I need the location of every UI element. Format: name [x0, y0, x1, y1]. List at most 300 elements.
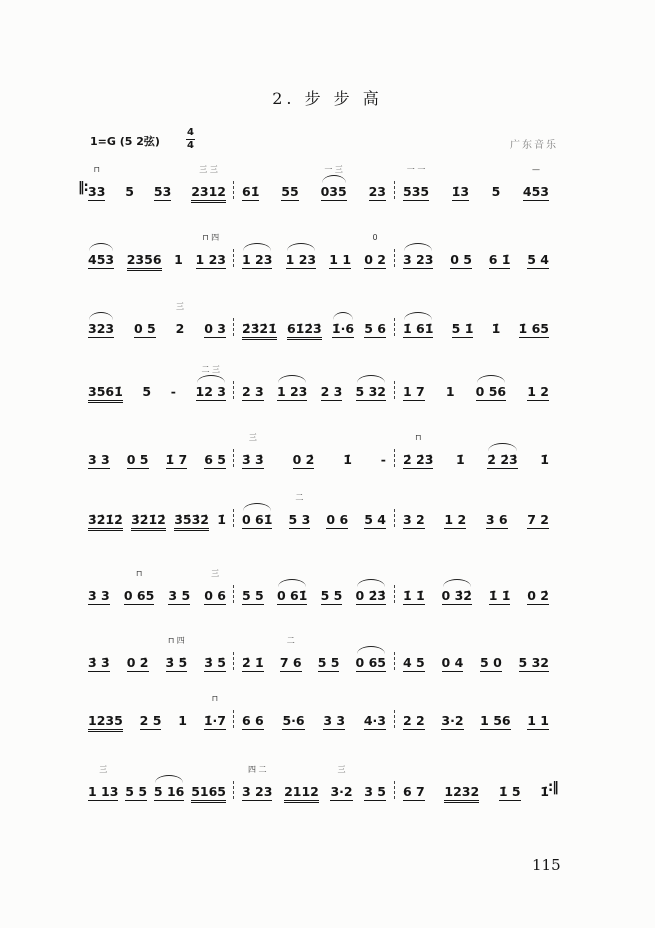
- note-text: 3 5: [364, 784, 386, 799]
- measure: [88, 636, 226, 674]
- measure: [242, 233, 386, 271]
- note-group: [321, 381, 343, 401]
- bowing-mark: 二: [295, 493, 304, 502]
- note-group: [242, 765, 273, 801]
- bowing-mark: 三: [99, 765, 108, 774]
- note-text: 3 23: [403, 252, 434, 267]
- barline: [394, 652, 395, 670]
- note-group: [286, 249, 316, 269]
- note-text: 2̇ 1̇: [242, 655, 264, 670]
- note-group: [519, 318, 549, 338]
- note-text: 1̇ 1̇: [488, 588, 511, 603]
- note-text: 1 56: [480, 713, 511, 728]
- bowing-mark: ⊓: [93, 165, 100, 174]
- measure: [403, 165, 549, 203]
- note-group: [165, 636, 188, 672]
- note-group: [452, 181, 469, 201]
- note-text: 5: [142, 384, 152, 399]
- note-group: [125, 781, 147, 801]
- measure: [88, 765, 226, 803]
- note-group: [364, 781, 386, 801]
- note-text: 1̇: [540, 784, 549, 799]
- bowing-mark: ⊓: [415, 433, 422, 442]
- note-text: 3 23: [242, 784, 273, 799]
- note-text: 6 1̇: [488, 252, 511, 267]
- note-group: [364, 233, 386, 269]
- time-signature-bottom: 4: [187, 140, 194, 151]
- time-signature-top: 4: [187, 127, 194, 138]
- note-text: 1 7: [403, 384, 425, 399]
- note-group: [332, 318, 354, 338]
- measure: [242, 765, 386, 803]
- note-group: [191, 165, 226, 203]
- note-group: [154, 781, 184, 801]
- note-group: [403, 433, 434, 469]
- note-text: 5 32: [518, 655, 549, 670]
- note-text: 6 6: [242, 713, 264, 728]
- note-text: 5 16: [153, 784, 185, 799]
- note-group: [166, 449, 188, 469]
- note-text: 1 23: [285, 252, 317, 267]
- note-text: 1̇ 1̇: [403, 588, 425, 603]
- notation-row: [0, 165, 655, 203]
- measure: [403, 652, 549, 674]
- note-text: 3 5: [168, 588, 191, 603]
- measure: [403, 585, 549, 607]
- note-group: [527, 509, 549, 529]
- note-group: [277, 585, 307, 605]
- note-text: 3̇ 5̇: [204, 655, 226, 670]
- note-text: 2 2: [403, 713, 425, 728]
- note-text: 2312: [191, 184, 226, 203]
- note-text: 5 3: [288, 512, 311, 527]
- note-group: [489, 585, 511, 605]
- barline: [233, 585, 234, 603]
- note-group: [444, 781, 479, 803]
- note-group: [403, 585, 425, 605]
- note-group: [174, 509, 209, 531]
- note-text: 3̇ 3̇: [242, 452, 264, 467]
- note-group: [203, 694, 226, 730]
- measure: [242, 636, 386, 674]
- note-group: [403, 249, 433, 269]
- note-group: [441, 710, 463, 730]
- note-text: 3 3: [88, 452, 110, 467]
- note-group: [88, 165, 106, 201]
- note-group: [171, 381, 176, 400]
- measure: [403, 710, 549, 732]
- notation-row: [0, 493, 655, 531]
- note-text: 1̇: [343, 452, 352, 467]
- measure: [403, 381, 549, 403]
- note-text: 035: [320, 184, 347, 199]
- note-text: 0 3: [204, 321, 226, 336]
- note-text: 23: [368, 184, 386, 199]
- note-text: 1̇·6: [331, 321, 355, 336]
- note-text: 3 3: [88, 588, 110, 603]
- note-text: 5 4: [364, 512, 386, 527]
- note-group: [134, 318, 156, 338]
- note-group: [284, 781, 319, 803]
- note-group: [195, 233, 226, 269]
- note-group: [242, 710, 264, 730]
- note-text: 5 32: [355, 384, 386, 399]
- barline: [394, 181, 395, 199]
- note-group: [343, 449, 352, 468]
- note-group: [320, 165, 347, 201]
- note-group: [356, 652, 386, 672]
- note-group: [281, 181, 298, 201]
- note-group: [204, 449, 226, 469]
- note-text: 3̇2̇1̇2̇: [131, 512, 166, 531]
- note-group: [191, 781, 226, 803]
- note-group: [127, 652, 149, 672]
- note-text: -: [380, 452, 386, 467]
- barline: [394, 509, 395, 527]
- note-text: 61̇2̇3̇: [287, 321, 322, 340]
- measure: [242, 381, 386, 403]
- bowing-mark: ⊓ 四: [167, 636, 185, 645]
- notation-row: [0, 694, 655, 732]
- note-text: 61̇: [242, 184, 260, 199]
- barline: [394, 710, 395, 728]
- notation-row: [0, 365, 655, 403]
- note-text: 1̇: [217, 512, 226, 527]
- note-group: [123, 569, 155, 605]
- note-text: 1 1: [329, 252, 352, 267]
- note-group: [492, 318, 501, 337]
- note-text: 323: [88, 321, 115, 336]
- note-text: 3 2: [403, 512, 425, 527]
- note-group: [140, 710, 162, 730]
- note-group: [480, 710, 510, 730]
- note-text: 1 2: [444, 512, 467, 527]
- note-group: [486, 509, 508, 529]
- note-text: 3·2: [330, 784, 353, 799]
- measure: [88, 509, 226, 531]
- note-group: [127, 449, 149, 469]
- note-group: [330, 765, 353, 801]
- note-text: 2̇ 2̇3̇: [403, 452, 434, 467]
- note-text: 1235: [88, 713, 123, 732]
- measure: [88, 449, 226, 471]
- bowing-mark: 一 三: [324, 165, 343, 174]
- note-text: 1̇: [456, 452, 465, 467]
- note-text: 3̇ 3̇: [88, 655, 110, 670]
- note-text: 535: [403, 184, 430, 199]
- note-group: [204, 318, 226, 338]
- note-group: [88, 710, 123, 732]
- note-group: [364, 318, 386, 338]
- note-group: [369, 181, 386, 201]
- note-text: 5: [491, 184, 501, 199]
- note-group: [403, 652, 425, 672]
- note-text: 3̇2̇1̇2̇: [88, 512, 123, 531]
- note-text: 2 3: [242, 384, 264, 399]
- note-group: [293, 449, 315, 469]
- note-group: [287, 318, 322, 340]
- measure: [403, 781, 549, 803]
- note-text: 3·2: [441, 713, 464, 728]
- note-text: 7 2: [527, 512, 549, 527]
- note-group: [277, 381, 307, 401]
- note-text: 1: [445, 384, 455, 399]
- note-group: [204, 652, 226, 672]
- notation-row: [0, 636, 655, 674]
- note-text: 0 2: [364, 252, 386, 267]
- note-group: [175, 302, 185, 337]
- note-text: 2̇3̇2̇1̇: [242, 321, 277, 340]
- note-text: 453: [522, 184, 549, 199]
- note-group: [329, 249, 351, 269]
- note-group: [403, 165, 430, 201]
- note-group: [527, 585, 549, 605]
- bowing-mark: —: [531, 165, 540, 174]
- note-group: [88, 652, 110, 672]
- note-text: 0 2̇3̇: [355, 588, 386, 603]
- note-group: [88, 449, 110, 469]
- barline: [394, 249, 395, 267]
- measure: [242, 433, 386, 471]
- note-group: [356, 585, 386, 605]
- measure: [88, 365, 226, 403]
- note-text: 3 6: [485, 512, 508, 527]
- note-text: 5 6: [364, 321, 386, 336]
- bowing-mark: 三: [211, 569, 220, 578]
- note-group: [88, 765, 119, 801]
- repeat-start-sign: ‖:: [78, 180, 88, 195]
- barline: [233, 181, 234, 199]
- note-group: [452, 318, 474, 338]
- measure: [242, 710, 386, 732]
- note-text: 1̇3: [451, 184, 470, 199]
- barline: [394, 381, 395, 399]
- note-text: 1̇·7: [203, 713, 226, 728]
- barline: [233, 509, 234, 527]
- measure: [403, 249, 549, 271]
- bowing-mark: 0: [372, 233, 378, 242]
- measure: [88, 165, 226, 203]
- barline: [394, 318, 395, 336]
- note-group: [282, 710, 304, 730]
- genre-label: 广东音乐: [510, 140, 558, 151]
- notation-row: [0, 233, 655, 271]
- barline: [233, 781, 234, 799]
- note-group: [242, 585, 264, 605]
- note-text: 4·3: [363, 713, 386, 728]
- key-signature: 1=G (5 2弦): [90, 135, 160, 148]
- note-group: [476, 381, 506, 401]
- note-text: 1 23: [242, 252, 273, 267]
- note-group: [456, 449, 465, 468]
- bowing-mark: 二: [286, 636, 295, 645]
- note-text: 2̇ 2̇3̇: [487, 452, 518, 467]
- note-text: 0 2̇: [126, 655, 149, 670]
- measure: [88, 302, 226, 340]
- note-group: [88, 585, 110, 605]
- note-text: 4 5: [403, 655, 425, 670]
- note-text: 7 6: [279, 655, 302, 670]
- note-group: [381, 449, 386, 468]
- page-number: 115: [532, 856, 561, 874]
- notation-row: [0, 302, 655, 340]
- note-group: [450, 249, 472, 269]
- measure: [242, 585, 386, 607]
- measure: [242, 493, 386, 531]
- note-text: 2 5: [139, 713, 162, 728]
- note-group: [442, 652, 464, 672]
- bowing-mark: 三 三: [199, 165, 218, 174]
- barline: [233, 318, 234, 336]
- note-group: [492, 181, 501, 200]
- notation-row: [0, 433, 655, 471]
- barline: [233, 249, 234, 267]
- note-group: [403, 710, 425, 730]
- note-text: 1 1: [527, 713, 549, 728]
- note-group: [154, 181, 171, 201]
- note-group: [487, 449, 517, 469]
- note-text: 0 6: [204, 588, 226, 603]
- note-group: [403, 318, 433, 338]
- note-group: [127, 249, 162, 271]
- note-text: 0 56: [475, 384, 507, 399]
- barline: [233, 449, 234, 467]
- repeat-end-sign: :‖: [548, 780, 558, 795]
- measure: [403, 509, 549, 531]
- note-text: 5 5: [125, 784, 148, 799]
- note-text: 3̇ 5̇: [165, 655, 188, 670]
- measure: [242, 165, 386, 203]
- note-group: [527, 381, 549, 401]
- note-text: 0 5: [450, 252, 472, 267]
- note-text: 5: [125, 184, 134, 199]
- note-group: [499, 781, 521, 801]
- note-text: 0 6: [326, 512, 349, 527]
- note-group: [403, 509, 425, 529]
- barline: [394, 585, 395, 603]
- note-text: 1: [178, 713, 187, 728]
- note-group: [88, 249, 114, 269]
- note-group: [204, 569, 226, 605]
- note-group: [174, 249, 183, 268]
- note-text: 1̇ 61̇: [403, 321, 434, 336]
- note-text: 1̇ 7: [165, 452, 188, 467]
- note-text: 0 3̇2̇: [441, 588, 472, 603]
- bowing-mark: ⊓ 四: [202, 233, 220, 242]
- note-group: [527, 249, 549, 269]
- note-group: [442, 585, 472, 605]
- bowing-mark: 二 三: [201, 365, 221, 374]
- note-text: 453: [88, 252, 115, 267]
- note-group: [364, 710, 386, 730]
- barline: [233, 381, 234, 399]
- bowing-mark: 三: [175, 302, 184, 311]
- note-group: [364, 509, 386, 529]
- notation-row: [0, 569, 655, 607]
- note-text: 1232: [444, 784, 479, 803]
- note-group: [242, 433, 264, 469]
- note-group: [288, 493, 311, 529]
- note-text: 6 5: [204, 452, 226, 467]
- note-text: 1̇ 5: [498, 784, 521, 799]
- note-text: 2: [175, 321, 185, 336]
- note-text: 6 7: [403, 784, 425, 799]
- note-group: [326, 509, 348, 529]
- note-group: [242, 249, 272, 269]
- bowing-mark: 三: [248, 433, 257, 442]
- note-text: 0 2̇: [527, 588, 549, 603]
- note-group: [242, 181, 259, 201]
- note-group: [356, 381, 386, 401]
- note-text: 0 5: [126, 452, 149, 467]
- note-group: [88, 509, 123, 531]
- measure: [88, 233, 226, 271]
- note-text: 5165: [191, 784, 226, 803]
- note-text: 3561̇: [88, 384, 123, 403]
- note-group: [489, 249, 511, 269]
- note-text: 0 2̇: [292, 452, 315, 467]
- note-text: 0 65: [355, 655, 386, 670]
- note-group: [480, 652, 502, 672]
- note-group: [540, 449, 549, 468]
- note-group: [403, 781, 425, 801]
- note-group: [321, 585, 343, 605]
- note-text: 2356: [127, 252, 162, 271]
- note-text: 1̇: [540, 452, 549, 467]
- bowing-mark: ⊓: [135, 569, 143, 578]
- note-group: [217, 509, 226, 528]
- note-group: [168, 585, 190, 605]
- measure: [88, 569, 226, 607]
- note-text: 5·6: [282, 713, 305, 728]
- note-group: [446, 381, 455, 400]
- note-group: [279, 636, 302, 672]
- barline: [233, 652, 234, 670]
- note-group: [519, 652, 549, 672]
- note-text: 5 5: [320, 588, 343, 603]
- barline: [394, 449, 395, 467]
- note-text: 2 3: [320, 384, 343, 399]
- note-text: 1: [174, 252, 183, 267]
- note-text: 1 23: [195, 252, 226, 267]
- note-text: 1̇: [491, 321, 501, 336]
- note-group: [323, 710, 345, 730]
- note-text: 0 61̇: [276, 588, 308, 603]
- note-text: 1̇ 65: [518, 321, 549, 336]
- measure: [242, 318, 386, 340]
- note-group: [142, 381, 151, 400]
- note-text: 0 5: [133, 321, 156, 336]
- piece-title: 2. 步 步 高: [272, 89, 383, 108]
- note-text: 3̇5̇3̇2̇: [174, 512, 209, 531]
- note-text: 1 13: [88, 784, 119, 799]
- note-group: [522, 165, 549, 201]
- note-text: 2112: [284, 784, 319, 803]
- barline: [394, 781, 395, 799]
- note-group: [444, 509, 466, 529]
- note-text: 1 2: [527, 384, 549, 399]
- bowing-mark: ⊓: [211, 694, 219, 703]
- note-group: [242, 652, 264, 672]
- note-group: [242, 509, 272, 529]
- note-text: 5 1̇: [451, 321, 474, 336]
- note-group: [88, 318, 114, 338]
- bowing-mark: 三: [337, 765, 346, 774]
- note-text: 1 23: [276, 384, 308, 399]
- note-text: 33: [88, 184, 106, 199]
- note-group: [318, 652, 340, 672]
- note-group: [131, 509, 166, 531]
